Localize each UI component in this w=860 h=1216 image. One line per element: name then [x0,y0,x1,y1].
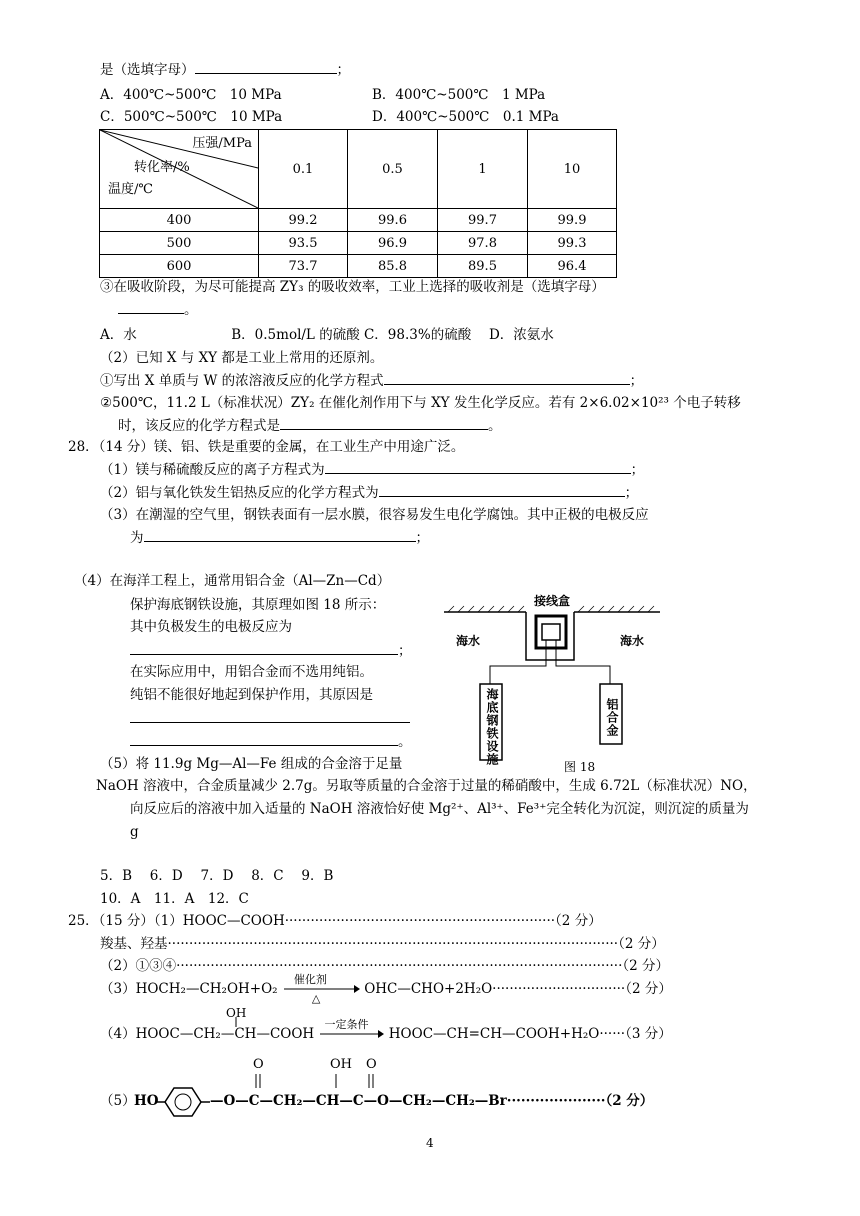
conversion-table [99,129,617,278]
answer-blank[interactable] [384,370,630,385]
header-conversion: 转化率/% [134,160,190,175]
figure-caption: 图 18 [564,760,596,774]
benzene-ring-icon [156,1086,210,1118]
value-cell: 99.7 [438,209,528,232]
q28-4-blank2 [130,708,410,729]
q28-4c: 其中负极发生的电极反应为 [130,619,292,635]
answer-blank[interactable] [130,731,398,746]
q27-2: （2）已知 X 与 XY 都是工业上常用的还原剂。 [100,350,384,366]
table-diagonal-header [100,130,259,209]
value-cell: 97.8 [438,232,528,255]
q27-3-options: A．水 B．0.5mol/L 的硫酸 C．98.3%的硫酸 D．浓氨水 [100,327,554,343]
pressure-cell: 0.5 [348,130,438,209]
value-cell: 96.4 [528,255,617,278]
q28-1: （1）镁与稀硫酸反应的离子方程式为 ； [100,459,644,480]
value-cell: 96.9 [348,232,438,255]
q28-4e: 纯铝不能很好地起到保护作用，其原因是 [130,687,373,703]
answer-25-4: （4）HOOC—CH₂—CH—COOH 一定条件 HOOC—CH=CH—COOH+H₂O······（3 分） [100,1018,672,1042]
value-cell: 99.9 [528,209,617,232]
page-number: 4 [426,1136,434,1150]
value-cell: 85.8 [348,255,438,278]
option-b: B．400℃~500℃ 1 MPa [372,87,546,103]
q27-2-2: ②500℃，11.2 L（标准状况）ZY₂ 在催化剂作用下与 XY 发生化学反应。若有 2×6.02×10²³ 个电子转移 [100,395,741,411]
answer-25-2: （2）①③④········································································································（2 分） [100,958,670,974]
answer-25-4-oh: OH [226,1006,247,1020]
answer-blank[interactable] [195,59,337,74]
answer-25-5-o1: O [253,1057,264,1072]
label-seawater-left: 海水 [456,634,481,648]
q27-3-blank-line: 。 [118,299,198,320]
q28-3: （3）在潮湿的空气里，钢铁表面有一层水膜，很容易发生电化学腐蚀。其中正极的电极反应 [100,507,649,523]
q27-3-text: ③在吸收阶段，为尽可能提高 ZY₃ 的吸收效率，工业上选择的吸收剂是（选填字母） [100,279,605,295]
figure-18-diagram [440,588,720,778]
option-c: C．500℃~500℃ 10 MPa [100,109,283,125]
answer-blank[interactable] [280,415,488,430]
q28-5b: NaOH 溶液中，合金质量减少 2.7g。另取等质量的合金溶于过量的稀硝酸中，生成 6.72L（标准状况）NO， [96,778,757,794]
pressure-cell: 0.1 [259,130,348,209]
table-row [100,255,617,278]
answer-25-5-label: （5） [100,1093,136,1109]
q28-4-blank1: ； [130,640,412,661]
reaction-arrow: 一定条件 [318,1024,384,1044]
answer-blank[interactable] [130,640,398,655]
answer-25-5-chain: —O—C—CH₂—CH—C—O—CH₂—CH₂—Br·····················（2 分） [210,1093,654,1109]
answer-blank[interactable] [325,459,631,474]
label-seawater-right: 海水 [620,634,645,648]
q27-line1: 是（选填字母） ； [100,59,350,80]
q28-5: （5）将 11.9g Mg—Al—Fe 组成的合金溶于足量 [100,756,403,772]
value-cell: 73.7 [259,255,348,278]
header-pressure: 压强/MPa [192,136,252,151]
reaction-arrow: 催化剂 △ [282,979,360,999]
q28-4b: 保护海底钢铁设施，其原理如图 18 所示： [130,597,386,613]
value-cell: 89.5 [438,255,528,278]
q28-3b: 为 ； [130,527,429,548]
temp-cell: 500 [100,232,259,255]
value-cell: 99.3 [528,232,617,255]
header-temp: 温度/℃ [108,182,153,197]
figure-18 [440,588,720,778]
pressure-cell: 10 [528,130,617,209]
value-cell: 99.6 [348,209,438,232]
q28-4-blank3: 。 [130,731,412,752]
q27-2-2b: 时，该反应的化学方程式是 。 [118,415,502,436]
answers-line2: 10．A 11．A 12．C [100,891,249,907]
answer-blank[interactable] [379,482,625,497]
option-a: A．400℃~500℃ 10 MPa [100,87,282,103]
temp-cell: 600 [100,255,259,278]
value-cell: 99.2 [259,209,348,232]
answer-25-5-oh: OH [330,1057,352,1072]
value-cell: 93.5 [259,232,348,255]
answer-25-1b: 羧基、羟基·········································································································（2 分） [100,936,665,952]
answer-blank[interactable] [118,299,184,314]
q28-4: （4）在海洋工程上，通常用铝合金（Al—Zn—Cd） [74,573,391,589]
q28-head: 28．（14 分）镁、铝、铁是重要的金属，在工业生产中用途广泛。 [68,439,465,455]
q27-2-1: ①写出 X 单质与 W 的浓溶液反应的化学方程式 ； [100,370,643,391]
temp-cell: 400 [100,209,259,232]
arrow-icon [282,979,360,999]
table-row [100,209,617,232]
q28-5d: g [130,824,139,840]
q28-2: （2）铝与氧化铁发生铝热反应的化学方程式为 ； [100,482,638,503]
pressure-cell: 1 [438,130,528,209]
answer-25-5-ho: HO [134,1093,159,1109]
label-junction-box: 接线盒 [534,594,571,608]
answer-blank[interactable] [144,527,416,542]
arrow-icon [318,1024,384,1044]
answer-25-1: 25．（15 分）（1）HOOC—COOH·······························································（2 分） [68,913,602,929]
answer-25-3: （3）HOCH₂—CH₂OH+O₂ 催化剂 △ OHC—CHO+2H₂O·······························（2 分） [100,973,672,1005]
table-row [100,232,617,255]
option-d: D．400℃~500℃ 0.1 MPa [372,109,559,125]
q28-5c: 向反应后的溶液中加入适量的 NaOH 溶液恰好使 Mg²⁺、Al³⁺、Fe³⁺完全转化为沉淀，则沉淀的质量为 [130,801,749,817]
q28-4d: 在实际应用中，用铝合金而不选用纯铝。 [130,664,373,680]
label-steel-facility: 海底钢铁设施 [485,688,499,766]
answers-line1: 5．B 6．D 7．D 8．C 9．B [100,868,334,884]
double-bond-lines [250,1074,380,1090]
answer-25-5-o2: O [366,1057,377,1072]
label-aluminum-alloy: 铝合金 [605,698,619,737]
answer-blank[interactable] [130,708,410,723]
